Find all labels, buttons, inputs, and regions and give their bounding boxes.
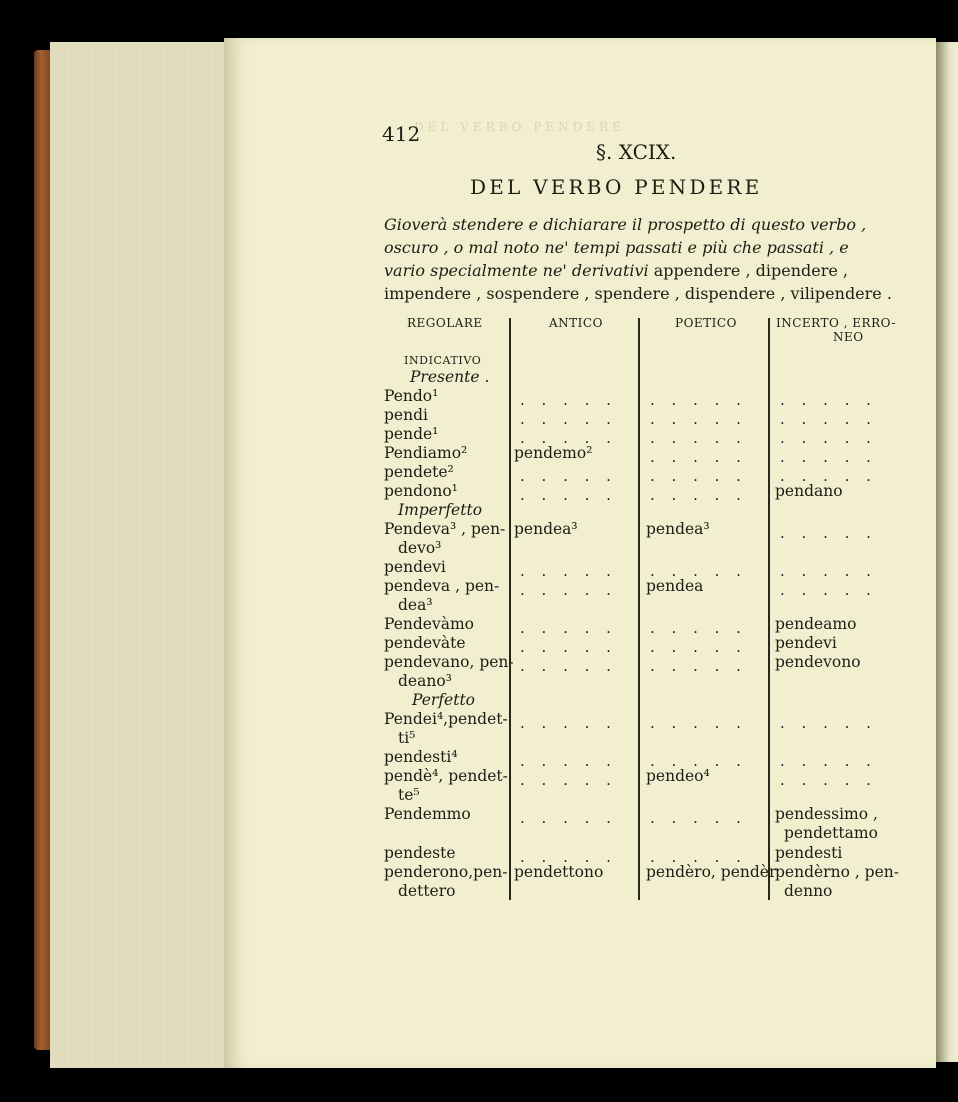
section-number: §. XCIX. [596,140,677,164]
dots: . . . . . [650,848,747,866]
dots: . . . . . [520,562,617,580]
tense-label-perfetto: Perfetto [412,691,476,709]
dots: . . . . . [780,771,877,789]
form-antico: pendemo² [514,444,593,462]
form-regolare: pendevi [384,558,446,576]
form-regolare-cont: dettero [398,882,456,900]
bleed-through-text: DEL VERBO PENDERE [414,120,625,134]
dots: . . . . . [520,410,617,428]
form-regolare: pendeste [384,844,456,862]
dots: . . . . . [520,429,617,447]
dots: . . . . . [650,562,747,580]
form-incerto-cont: denno [784,882,833,900]
col-header-incerto-cont: NEO [833,330,864,344]
form-regolare: Pendevàmo [384,615,475,633]
page-stack-edge [50,42,230,1068]
mood-label-indicativo: INDICATIVO [404,354,482,367]
dots: . . . . . [650,657,747,675]
column-rule-2 [638,318,640,900]
facing-page-edge [936,42,958,1062]
form-regolare: Pendemmo [384,805,471,823]
dots: . . . . . [780,581,877,599]
form-regolare: penderono,pen- [384,863,508,881]
dots: . . . . . [650,448,747,466]
form-poetico: pendea³ [646,520,710,538]
dots: . . . . . [520,486,617,504]
dots: . . . . . [520,619,617,637]
dots: . . . . . [780,714,877,732]
form-regolare-cont: ti⁵ [398,729,416,747]
dots: . . . . . [650,486,747,504]
dots: . . . . . [780,448,877,466]
dots: . . . . . [650,714,747,732]
form-regolare-cont: deano³ [398,672,452,690]
dots: . . . . . [650,410,747,428]
form-incerto: pendevono [775,653,861,671]
form-regolare: Pendei⁴,pendet- [384,710,508,728]
dots: . . . . . [780,562,877,580]
form-regolare: Pendiamo² [384,444,468,462]
intro-roman: appendere , dipendere , impendere , sospendere , spendere , dispendere , vilipendere . [384,261,892,303]
form-regolare: Pendeva³ , pen- [384,520,506,538]
form-regolare-cont: devo³ [398,539,442,557]
form-poetico: pendea [646,577,704,595]
dots: . . . . . [780,524,877,542]
form-regolare-cont: dea³ [398,596,433,614]
form-poetico: pendeo⁴ [646,767,710,785]
form-incerto-cont: pendettamo [784,824,878,842]
page-title: DEL VERBO PENDERE [470,175,763,199]
form-regolare: pendè⁴, pendet- [384,767,508,785]
form-incerto: pendeamo [775,615,857,633]
dots: . . . . . [520,771,617,789]
dots: . . . . . [650,809,747,827]
form-poetico: pendèro, pendèr [646,863,777,881]
dots: . . . . . [520,467,617,485]
intro-paragraph [384,213,892,305]
dots: . . . . . [650,638,747,656]
form-incerto: pendano [775,482,843,500]
dots: . . . . . [780,467,877,485]
form-regolare: pendesti⁴ [384,748,458,766]
col-header-poetico: POETICO [675,316,737,330]
dots: . . . . . [780,391,877,409]
form-regolare: pendi [384,406,428,424]
page-number: 412 [382,122,421,146]
form-regolare: pendevano, pen- [384,653,514,671]
col-header-incerto: INCERTO , ERRO- [776,316,896,330]
intro-italic: Gioverà stendere e dichiarare il prospetto di questo verbo , oscuro , o mal noto ne' tempi passati e più che passati , e vario specialmente ne' derivativi [384,215,867,280]
tense-label-imperfetto: Imperfetto [398,501,483,519]
dots: . . . . . [520,391,617,409]
dots: . . . . . [520,752,617,770]
form-regolare-cont: te⁵ [398,786,420,804]
form-regolare: Pendo¹ [384,387,439,405]
dots: . . . . . [520,809,617,827]
col-header-regolare: REGOLARE [407,316,483,330]
col-header-antico: ANTICO [549,316,603,330]
form-regolare: pendevàte [384,634,466,652]
dots: . . . . . [650,391,747,409]
form-incerto: pendesti [775,844,843,862]
form-regolare: pendono¹ [384,482,458,500]
form-regolare: pendeva , pen- [384,577,500,595]
dots: . . . . . [520,657,617,675]
form-antico: pendea³ [514,520,578,538]
dots: . . . . . [520,714,617,732]
form-regolare: pendete² [384,463,454,481]
dots: . . . . . [650,429,747,447]
form-incerto: pendessimo , [775,805,878,823]
form-regolare: pende¹ [384,425,439,443]
dots: . . . . . [520,638,617,656]
dots: . . . . . [520,581,617,599]
column-rule-3 [768,318,770,900]
dots: . . . . . [780,410,877,428]
tense-label-presente: Presente . [410,368,490,386]
dots: . . . . . [650,752,747,770]
dots: . . . . . [520,848,617,866]
dots: . . . . . [650,467,747,485]
column-rule-1 [509,318,511,900]
form-antico: pendettono [514,863,604,881]
dots: . . . . . [780,429,877,447]
dots: . . . . . [650,619,747,637]
form-incerto: pendèrno , pen- [775,863,899,881]
form-incerto: pendevi [775,634,837,652]
dots: . . . . . [780,752,877,770]
